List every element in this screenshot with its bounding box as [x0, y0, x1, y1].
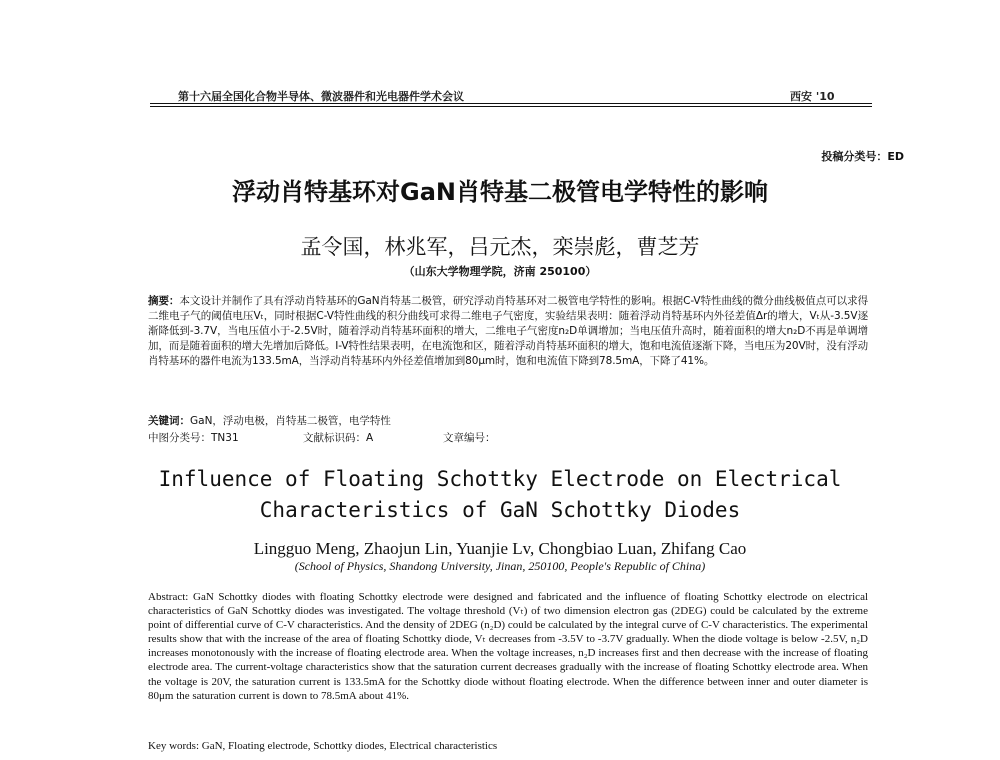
keywords-en	[148, 740, 497, 752]
title-en-line-2: Characteristics of GaN Schottky Diodes	[259, 498, 741, 522]
running-header-location-year: 西安 '10	[790, 90, 835, 103]
abstract-en	[148, 590, 868, 703]
paper-title-cn: 浮动肖特基环对GaN肖特基二极管电学特性的影响	[232, 178, 768, 206]
abstract-en-label: Abstract:	[148, 591, 189, 603]
keywords-cn	[148, 413, 391, 428]
keywords-cn-text: GaN，浮动电极，肖特基二极管，电学特性	[190, 415, 391, 427]
header-rule-thin	[150, 106, 872, 107]
keywords-cn-label: 关键词：	[148, 415, 190, 427]
abstract-en-text: GaN Schottky diodes with floating Schottky electrode were designed and fabricated and the influence of floating Schottky electrode on electrical characteristics of GaN Schottky diodes was investigated. The voltage threshold (Vₜ) of two dimension electron gas (2DEG) could be calculated by the extreme point of differential curve of C-V characteristics. And the density of 2DEG (n₂D) could be calculated by the integral curve of C-V characteristics. The experimental results show that with the increase of the area of floating Schottky diode, Vₜ decreases from -3.5V to -3.7V gradually. When the diode voltage is below -2.5V, n₂D increases monotonously with the increase of floating electrode area. When the voltage increases, n₂D increases first and then decrease with the increase of floating electrode area. The current-voltage characteristics show that the saturation current decreases gradually with the increase of floating Schottky electrode area. When the voltage is 20V, the saturation current is 133.5mA for the Schottky diode without floating electrode. When the difference between inner and outer diameter is 80μm the saturation current is down to 78.5mA about 41%.	[148, 591, 869, 702]
title-en-line-1: Influence of Floating Schottky Electrode on Electrical	[158, 467, 842, 491]
header-rule	[150, 103, 872, 104]
document-code: 文献标识码：A	[303, 432, 374, 444]
affiliation-cn: （山东大学物理学院，济南 250100）	[403, 265, 597, 278]
paper-title-en	[0, 464, 1000, 526]
authors-cn: 孟令国，林兆军，吕元杰，栾崇彪，曹芝芳	[300, 235, 700, 259]
affiliation-en: (School of Physics, Shandong University, Jinan, 250100, People's Republic of China)	[294, 559, 706, 573]
abstract-cn	[148, 294, 868, 369]
clc-number: 中图分类号：TN31	[148, 432, 239, 444]
classification-meta-cn	[148, 430, 496, 445]
running-header-conference: 第十六届全国化合物半导体、微波器件和光电器件学术会议	[178, 90, 464, 103]
submission-classification: 投稿分类号：ED	[821, 150, 904, 163]
keywords-en-text: GaN, Floating electrode, Schottky diodes, Electrical characteristics	[201, 740, 498, 752]
abstract-cn-label: 摘要：	[148, 295, 180, 307]
abstract-cn-text: 本文设计并制作了具有浮动肖特基环的GaN肖特基二极管，研究浮动肖特基环对二极管电学特性的影响。根据C-V特性曲线的微分曲线极值点可以求得二维电子气的阈值电压Vₜ，同时根据C-V特性曲线的积分曲线可求得二维电子气密度，实验结果表明：随着浮动肖特基环内外径差值Δr的增大，Vₜ从-3.5V逐渐降低到-3.7V，当电压值小于-2.5V时，随着浮动肖特基环面积的增大，二维电子气密度n₂D单调增加；当电压值升高时，随着面积的增大n₂D不再是单调增加，而是随着面积的增大先增加后降低。I-V特性结果表明，在电流饱和区，随着浮动肖特基环面积的增大，饱和电流值逐渐下降，当电压为20V时，没有浮动肖特基环的器件电流为133.5mA，当浮动肖特基环内外径差值增加到80μm时，饱和电流值下降到78.5mA，下降了41%。	[148, 295, 868, 367]
article-number: 文章编号：	[443, 432, 496, 444]
keywords-en-label: Key words:	[148, 740, 200, 752]
authors-en: Lingguo Meng, Zhaojun Lin, Yuanjie Lv, Chongbiao Luan, Zhifang Cao	[253, 539, 747, 558]
